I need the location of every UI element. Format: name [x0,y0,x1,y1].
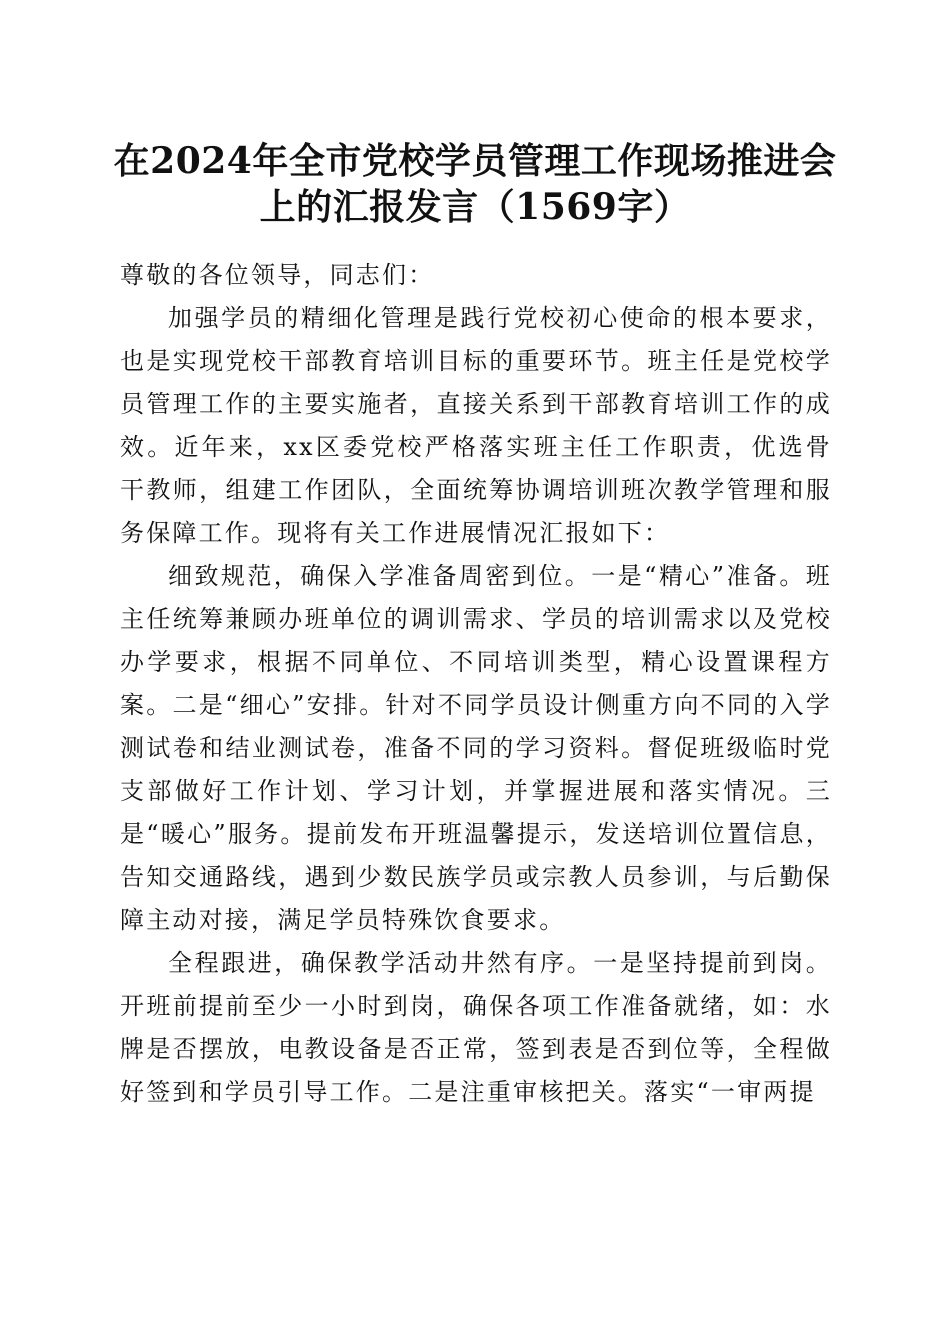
paragraph-teaching: 全程跟进，确保教学活动井然有序。一是坚持提前到岗。开班前提前至少一小时到岗，确保各项工作准备就绪，如：水牌是否摆放，电教设备是否正常，签到表是否到位等，全程做好签到和学员引导工作。二是注重审核把关。落实“一审两提 [120,949,832,1106]
salutation: 尊敬的各位领导，同志们： [120,261,435,289]
title-line-2: 上的汇报发言（1569字） [259,186,691,228]
paragraph-preparation: 细致规范，确保入学准备周密到位。一是“精心”准备。班主任统筹兼顾办班单位的调训需求、学员的培训需求以及党校办学要求，根据不同单位、不同培训类型，精心设置课程方案。二是“细心”安排。针对不同学员设计侧重方向不同的入学测试卷和结业测试卷，准备不同的学习资料。督促班级临时党支部做好工作计划、学习计划，并掌握进展和落实情况。三是“暖心”服务。提前发布开班温馨提示，发送培训位置信息，告知交通路线，遇到少数民族学员或宗教人员参训，与后勤保障主动对接，满足学员特殊饮食要求。 [120,562,832,934]
document-title [0,138,950,230]
document-body [120,254,832,1114]
paragraph-intro: 加强学员的精细化管理是践行党校初心使命的根本要求，也是实现党校干部教育培训目标的重要环节。班主任是党校学员管理工作的主要实施者，直接关系到干部教育培训工作的成效。近年来，xx区委党校严格落实班主任工作职责，优选骨干教师，组建工作团队，全面统筹协调培训班次教学管理和服务保障工作。现将有关工作进展情况汇报如下： [120,304,832,547]
title-line-1: 在2024年全市党校学员管理工作现场推进会 [113,140,837,182]
